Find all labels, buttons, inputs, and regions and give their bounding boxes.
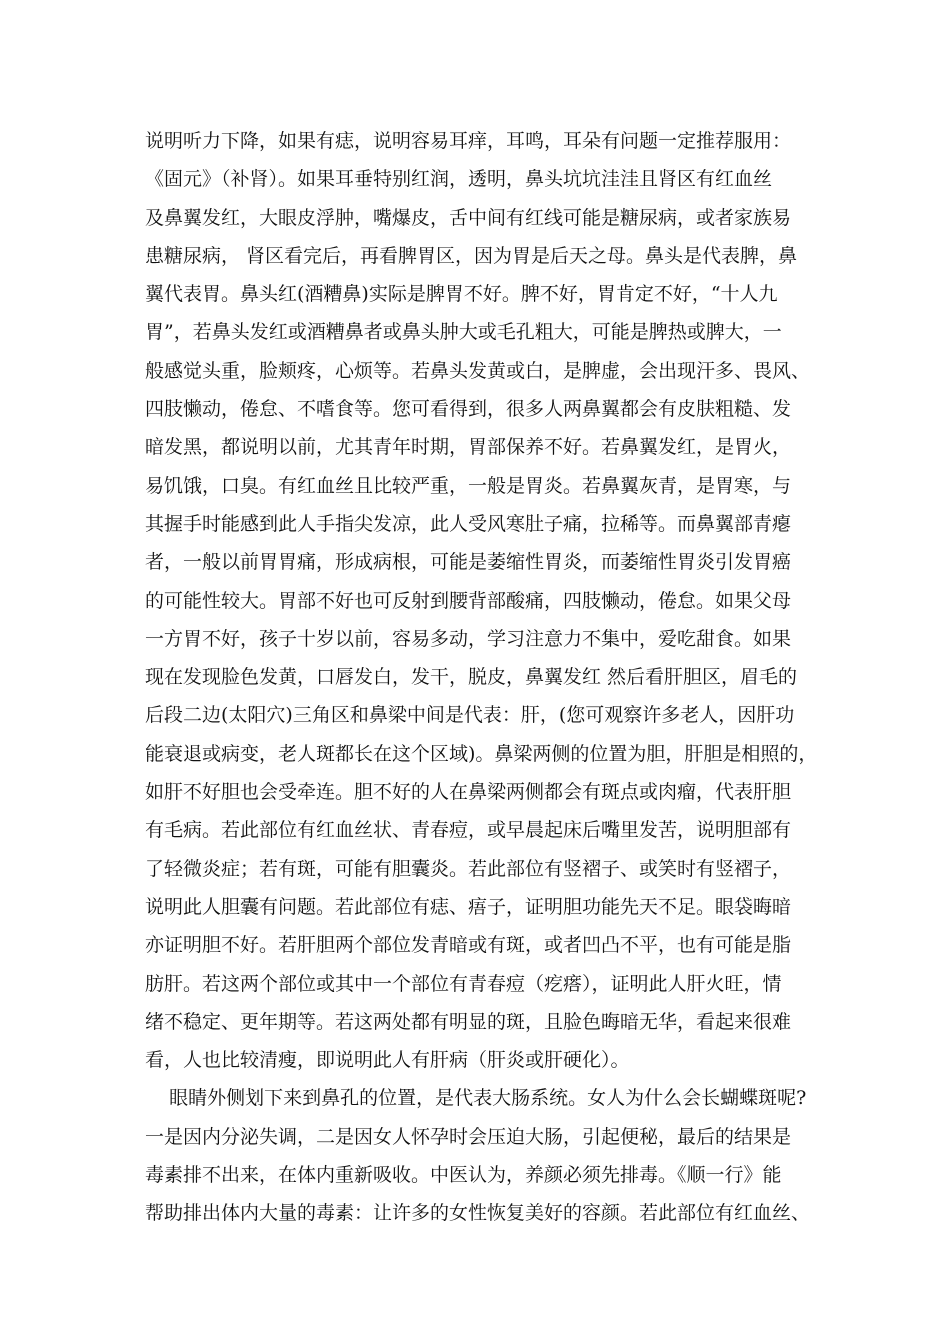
text-line: 帮助排出体内大量的毒素：让许多的女性恢复美好的容颜。若此部位有红血丝、 — [145, 1202, 811, 1225]
text-line: 有毛病。若此部位有红血丝状、青春痘，或早晨起床后嘴里发苦，说明胆部有 — [145, 819, 792, 842]
text-line: 一方胃不好，孩子十岁以前，容易多动，学习注意力不集中，爱吃甜食。如果 — [145, 627, 792, 650]
text-line: 如肝不好胆也会受牵连。胆不好的人在鼻梁两侧都会有斑点或肉瘤，代表肝胆 — [145, 781, 792, 804]
text-line: 说明此人胆囊有问题。若此部位有痣、痦子，证明胆功能先天不足。眼袋晦暗 — [145, 895, 792, 918]
body-text — [145, 122, 818, 1233]
text-line: 患糖尿病， 肾区看完后，再看脾胃区，因为胃是后天之母。鼻头是代表脾，鼻 — [145, 244, 798, 267]
text-line: 者，一般以前胃胃痛，形成病根，可能是萎缩性胃炎，而萎缩性胃炎引发胃癌 — [145, 551, 792, 574]
text-line: 后段二边(太阳穴)三角区和鼻梁中间是代表：肝，(您可观察许多老人，因肝功 — [145, 704, 795, 727]
text-line: 了轻微炎症；若有斑，可能有胆囊炎。若此部位有竖褶子、或笑时有竖褶子， — [145, 857, 792, 880]
text-line: 翼代表胃。鼻头红(酒糟鼻)实际是脾胃不好。脾不好，胃肯定不好，“十人九 — [145, 283, 778, 306]
text-line: 胃”，若鼻头发红或酒糟鼻者或鼻头肿大或毛孔粗大，可能是脾热或脾大，一 — [145, 321, 782, 344]
text-line: 绪不稳定、更年期等。若这两处都有明显的斑，且脸色晦暗无华，看起来很难 — [145, 1010, 792, 1033]
text-line: 易饥饿，口臭。有红血丝且比较严重，一般是胃炎。若鼻翼灰青，是胃寒，与 — [145, 474, 792, 497]
text-line: 及鼻翼发红，大眼皮浮肿，嘴爆皮，舌中间有红线可能是糖尿病，或者家族易 — [145, 206, 792, 229]
text-line: 肪肝。若这两个部位或其中一个部位有青春痘（疙瘩），证明此人肝火旺，情 — [145, 972, 782, 995]
text-line: 眼睛外侧划下来到鼻孔的位置，是代表大肠系统。女人为什么会长蝴蝶斑呢? — [145, 1087, 807, 1110]
text-line: 能衰退或病变，老人斑都长在这个区域)。鼻梁两侧的位置为胆，肝胆是相照的， — [145, 742, 818, 765]
text-line: 其握手时能感到此人手指尖发凉，此人受风寒肚子痛，拉稀等。而鼻翼部青瘪 — [145, 512, 792, 535]
text-line: 说明听力下降，如果有痣，说明容易耳痒，耳鸣，耳朵有问题一定推荐服用： — [145, 130, 792, 152]
text-line: 《固元》（补肾）。如果耳垂特别红润，透明，鼻头坑坑洼洼且肾区有红血丝 — [145, 168, 773, 191]
text-line: 现在发现脸色发黄，口唇发白，发干，脱皮，鼻翼发红 然后看肝胆区，眉毛的 — [145, 666, 798, 689]
text-line: 的可能性较大。胃部不好也可反射到腰背部酸痛，四肢懒动，倦怠。如果父母 — [145, 589, 792, 612]
text-line: 暗发黑，都说明以前，尤其青年时期，胃部保养不好。若鼻翼发红，是胃火， — [145, 436, 792, 459]
text-line: 四肢懒动，倦怠、不嗜食等。您可看得到，很多人两鼻翼都会有皮肤粗糙、发 — [145, 398, 792, 421]
text-line: 一是因内分泌失调，二是因女人怀孕时会压迫大肠，引起便秘，最后的结果是 — [145, 1125, 792, 1148]
text-line: 亦证明胆不好。若肝胆两个部位发青暗或有斑，或者凹凸不平，也有可能是脂 — [145, 934, 792, 957]
text-line: 般感觉头重，脸颊疼，心烦等。若鼻头发黄或白，是脾虚，会出现汗多、畏风、 — [145, 359, 811, 382]
text-line: 看，人也比较清瘦，即说明此人有肝病（肝炎或肝硬化）。 — [145, 1049, 630, 1072]
text-line: 毒素排不出来，在体内重新吸收。中医认为，养颜必须先排毒。《顺一行》能 — [145, 1164, 782, 1187]
